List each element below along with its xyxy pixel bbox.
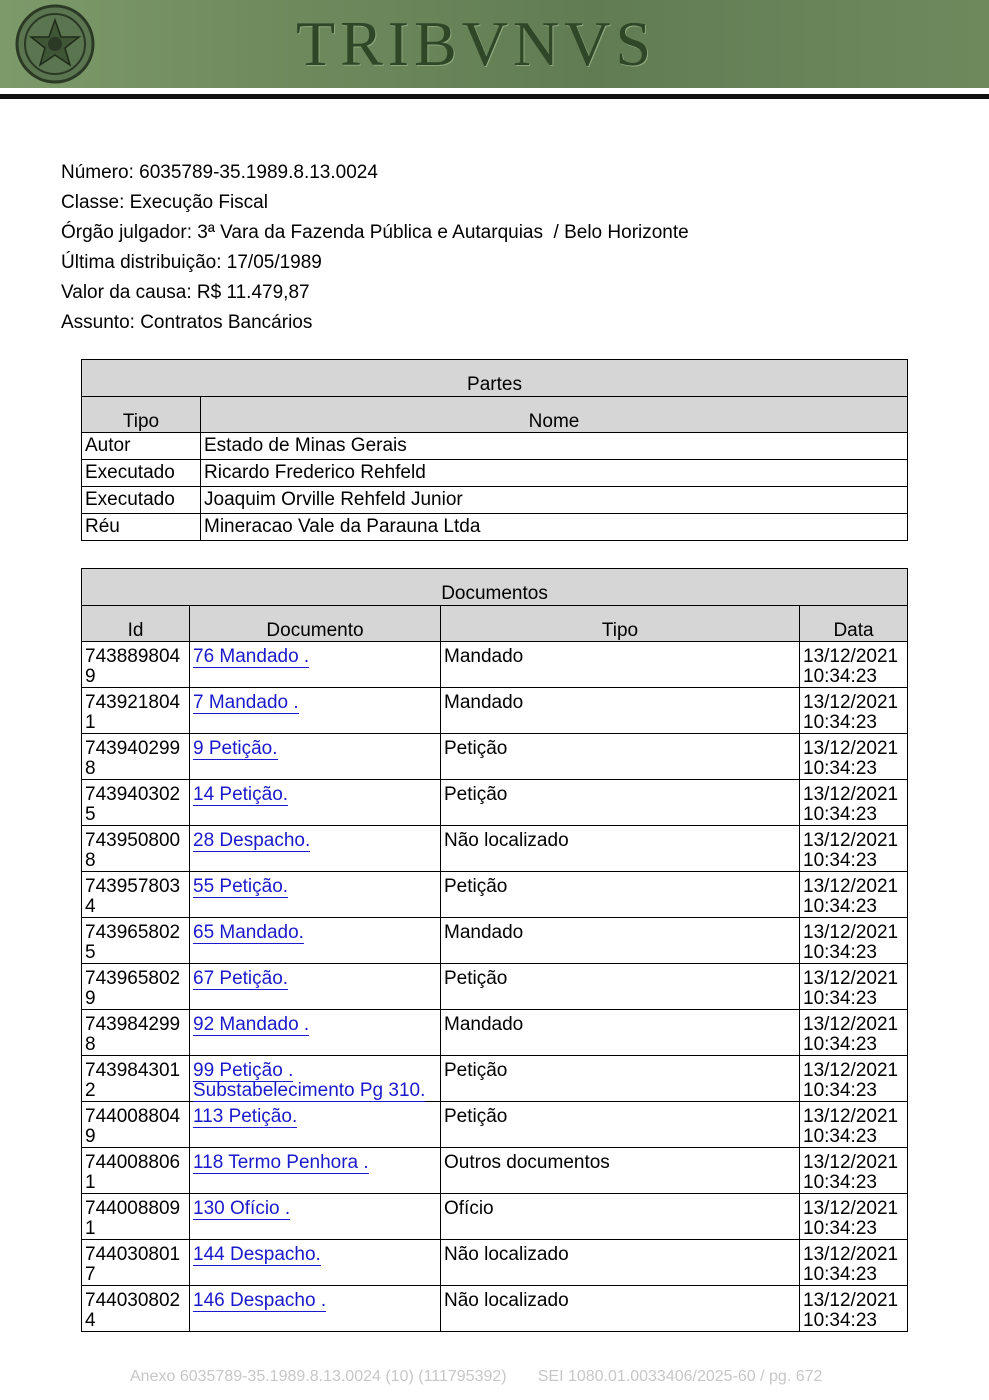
process-info [61, 158, 689, 338]
documentos-col-tipo: Tipo [441, 606, 800, 642]
documento-link[interactable]: 67 Petição. [193, 968, 289, 989]
info-numero: Número: 6035789-35.1989.8.13.0024 [61, 162, 378, 183]
documento-data: 13/12/2021 10:34:23 [800, 1010, 908, 1056]
documento-row [82, 688, 908, 734]
info-valor: Valor da causa: R$ 11.479,87 [61, 282, 310, 303]
documento-tipo: Petição [441, 780, 800, 826]
partes-row [82, 460, 908, 487]
documento-tipo: Mandado [441, 1010, 800, 1056]
info-distribuicao: Última distribuição: 17/05/1989 [61, 252, 322, 273]
partes-table [81, 359, 908, 541]
documento-link[interactable]: 113 Petição. [193, 1106, 298, 1127]
documento-data: 13/12/2021 10:34:23 [800, 734, 908, 780]
documento-link[interactable]: 76 Mandado . [193, 646, 310, 667]
documentos-col-data: Data [800, 606, 908, 642]
documento-row [82, 1286, 908, 1332]
documento-id: 7439843012 [82, 1056, 190, 1102]
documento-row [82, 918, 908, 964]
documento-link[interactable]: 65 Mandado. [193, 922, 304, 943]
documento-id: 7439403025 [82, 780, 190, 826]
documentos-col-id: Id [82, 606, 190, 642]
documento-cell [190, 826, 441, 872]
documentos-table [81, 568, 908, 1332]
documento-row [82, 642, 908, 688]
documento-id: 7440088061 [82, 1148, 190, 1194]
partes-col-tipo: Tipo [82, 397, 201, 433]
documento-tipo: Não localizado [441, 1286, 800, 1332]
documento-link[interactable]: 7 Mandado . [193, 692, 299, 713]
partes-row [82, 514, 908, 541]
documento-cell [190, 1194, 441, 1240]
documento-data: 13/12/2021 10:34:23 [800, 1194, 908, 1240]
info-assunto: Assunto: Contratos Bancários [61, 312, 313, 333]
documento-data: 13/12/2021 10:34:23 [800, 964, 908, 1010]
documento-tipo: Ofício [441, 1194, 800, 1240]
documento-tipo: Petição [441, 964, 800, 1010]
documento-link[interactable]: 9 Petição. [193, 738, 278, 759]
documento-tipo: Petição [441, 1056, 800, 1102]
documento-cell [190, 1010, 441, 1056]
documento-data: 13/12/2021 10:34:23 [800, 780, 908, 826]
documento-cell [190, 1148, 441, 1194]
documento-row [82, 1148, 908, 1194]
partes-nome: Mineracao Vale da Parauna Ltda [201, 514, 908, 541]
documento-link[interactable]: 92 Mandado . [193, 1014, 310, 1035]
partes-tipo: Executado [82, 460, 201, 487]
documento-id: 7440088091 [82, 1194, 190, 1240]
documento-data: 13/12/2021 10:34:23 [800, 872, 908, 918]
documento-id: 7438898049 [82, 642, 190, 688]
documento-row [82, 780, 908, 826]
header-banner [0, 0, 989, 88]
partes-tipo: Executado [82, 487, 201, 514]
documento-link[interactable]: 14 Petição. [193, 784, 289, 805]
documento-cell [190, 780, 441, 826]
documento-data: 13/12/2021 10:34:23 [800, 1148, 908, 1194]
documento-data: 13/12/2021 10:34:23 [800, 826, 908, 872]
documento-cell [190, 734, 441, 780]
documento-data: 13/12/2021 10:34:23 [800, 1286, 908, 1332]
documento-link[interactable]: 146 Despacho . [193, 1290, 327, 1311]
documento-tipo: Petição [441, 734, 800, 780]
partes-tipo: Autor [82, 433, 201, 460]
documento-id: 7440308024 [82, 1286, 190, 1332]
documento-tipo: Não localizado [441, 826, 800, 872]
documento-tipo: Mandado [441, 642, 800, 688]
documento-id: 7440088049 [82, 1102, 190, 1148]
documento-cell [190, 688, 441, 734]
documento-cell [190, 964, 441, 1010]
header-rule [0, 94, 989, 99]
documento-id: 7439842998 [82, 1010, 190, 1056]
documento-tipo: Não localizado [441, 1240, 800, 1286]
documento-cell [190, 1240, 441, 1286]
info-orgao: Órgão julgador: 3ª Vara da Fazenda Pública e Autarquias / Belo Horizonte [61, 222, 689, 243]
documento-row [82, 964, 908, 1010]
documento-data: 13/12/2021 10:34:23 [800, 642, 908, 688]
partes-nome: Ricardo Frederico Rehfeld [201, 460, 908, 487]
logo-text: TRIBVNVS [296, 8, 657, 79]
documentos-col-documento: Documento [190, 606, 441, 642]
documento-data: 13/12/2021 10:34:23 [800, 688, 908, 734]
partes-title: Partes [82, 360, 908, 397]
partes-tipo: Réu [82, 514, 201, 541]
documento-link[interactable]: 118 Termo Penhora . [193, 1152, 369, 1173]
documento-cell [190, 1102, 441, 1148]
documento-id: 7439402998 [82, 734, 190, 780]
documento-tipo: Petição [441, 1102, 800, 1148]
documento-data: 13/12/2021 10:34:23 [800, 918, 908, 964]
partes-nome: Joaquim Orville Rehfeld Junior [201, 487, 908, 514]
documento-row [82, 1194, 908, 1240]
partes-row [82, 487, 908, 514]
documento-data: 13/12/2021 10:34:23 [800, 1102, 908, 1148]
documento-row [82, 1056, 908, 1102]
documento-cell [190, 1056, 441, 1102]
documento-cell [190, 1286, 441, 1332]
documento-row [82, 1102, 908, 1148]
documento-tipo: Petição [441, 872, 800, 918]
documento-id: 7440308017 [82, 1240, 190, 1286]
documento-row [82, 1010, 908, 1056]
documento-cell [190, 918, 441, 964]
documento-cell [190, 872, 441, 918]
documento-link[interactable]: 99 Petição . Substabelecimento Pg 310. [193, 1060, 426, 1101]
documento-row [82, 1240, 908, 1286]
info-classe: Classe: Execução Fiscal [61, 192, 268, 213]
documento-cell [190, 642, 441, 688]
documento-link[interactable]: 55 Petição. [193, 876, 289, 897]
documento-id: 7439658025 [82, 918, 190, 964]
partes-col-nome: Nome [201, 397, 908, 433]
coat-of-arms-seal-icon [12, 4, 98, 84]
documento-id: 7439508008 [82, 826, 190, 872]
documento-id: 7439578034 [82, 872, 190, 918]
documento-link[interactable]: 28 Despacho. [193, 830, 311, 851]
documento-row [82, 826, 908, 872]
documento-link[interactable]: 144 Despacho. [193, 1244, 321, 1265]
documentos-title: Documentos [82, 569, 908, 606]
documento-row [82, 872, 908, 918]
documento-row [82, 734, 908, 780]
documento-id: 7439218041 [82, 688, 190, 734]
documento-tipo: Mandado [441, 688, 800, 734]
partes-nome: Estado de Minas Gerais [201, 433, 908, 460]
documento-data: 13/12/2021 10:34:23 [800, 1240, 908, 1286]
page-footer: Anexo 6035789-35.1989.8.13.0024 (10) (111795392) SEI 1080.01.0033406/2025-60 / pg. 672 [130, 1368, 823, 1385]
documento-tipo: Mandado [441, 918, 800, 964]
partes-row [82, 433, 908, 460]
documento-link[interactable]: 130 Ofício . [193, 1198, 291, 1219]
documento-data: 13/12/2021 10:34:23 [800, 1056, 908, 1102]
documento-id: 7439658029 [82, 964, 190, 1010]
documento-tipo: Outros documentos [441, 1148, 800, 1194]
